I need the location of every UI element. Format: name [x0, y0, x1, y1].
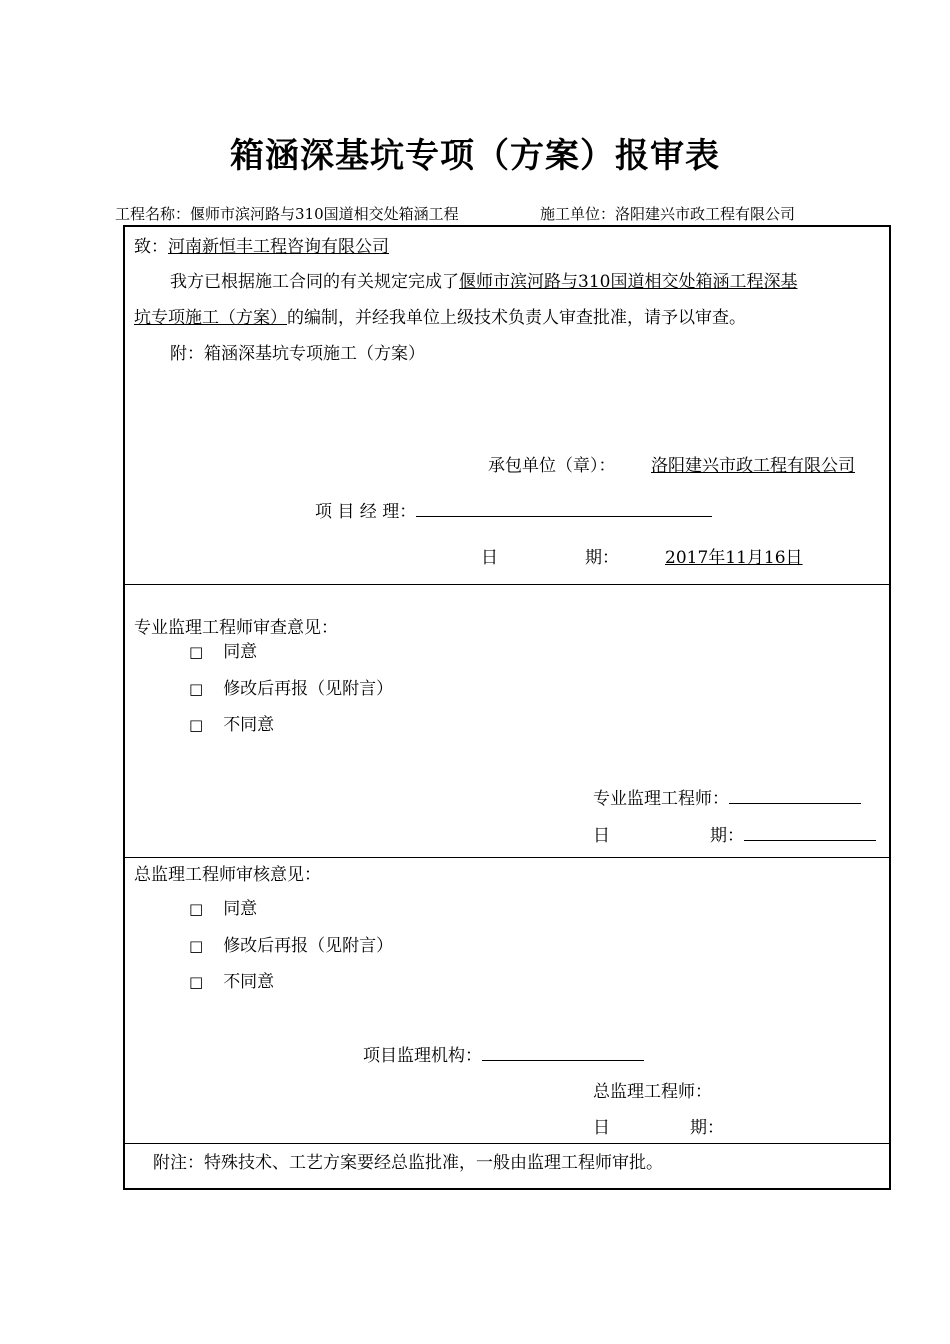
checkbox-icon[interactable]: □ [189, 680, 204, 698]
addressee-name: 河南新恒丰工程咨询有限公司 [168, 237, 389, 257]
date-line [585, 543, 803, 568]
checkbox-icon[interactable]: □ [189, 973, 204, 991]
s3-date-label-b: 期： [690, 1118, 724, 1138]
option-label: 同意 [223, 899, 258, 919]
chief-option-revise[interactable] [189, 931, 393, 956]
checkbox-icon[interactable]: □ [189, 937, 204, 955]
contractor-label: 施工单位： [540, 205, 616, 223]
to-label: 致： [134, 237, 168, 257]
checkbox-icon[interactable]: □ [189, 716, 204, 734]
attachment-line: 附：箱涵深基坑专项施工（方案） [170, 344, 425, 364]
s2-date-field[interactable] [744, 823, 876, 841]
engineer-sign-line [593, 784, 861, 809]
engineer-label: 专业监理工程师： [593, 789, 729, 809]
engineer-signature-field[interactable] [729, 786, 861, 804]
supervisor-review-heading: 专业监理工程师审查意见： [134, 618, 338, 638]
project-name-line [115, 203, 459, 224]
footnote: 附注：特殊技术、工艺方案要经总监批准，一般由监理工程师审批。 [153, 1153, 663, 1173]
date-label-b: 期： [585, 548, 619, 568]
org-signature-field[interactable] [482, 1043, 644, 1061]
org-label: 项目监理机构： [363, 1046, 482, 1066]
contractor-line [540, 203, 795, 224]
date-value: 2017年11月16日 [665, 548, 803, 568]
section-divider-1 [125, 584, 889, 585]
option-label: 不同意 [223, 715, 275, 735]
unit-label: 承包单位（章）： [488, 456, 616, 476]
checkbox-icon[interactable]: □ [189, 643, 204, 661]
contractor-name: 洛阳建兴市政工程有限公司 [615, 205, 796, 223]
body-post: 的编制，并经我单位上级技术负责人审查批准，请予以审查。 [287, 308, 746, 328]
form-table [123, 225, 891, 1190]
chief-engineer-label: 总监理工程师： [593, 1082, 712, 1102]
org-sign-line [363, 1041, 644, 1066]
s2-date-label-a: 日 [593, 826, 610, 846]
option-label: 不同意 [223, 972, 275, 992]
option-label: 修改后再报（见附言） [223, 936, 394, 956]
body-underline-2: 坑专项施工（方案） [134, 308, 287, 328]
option-label: 同意 [223, 642, 258, 662]
pm-label: 项 目 经 理： [315, 502, 417, 522]
pm-line [315, 497, 712, 522]
chief-option-disagree[interactable] [189, 967, 274, 992]
section-divider-3 [125, 1143, 889, 1144]
s2-date-line [710, 821, 876, 846]
project-name: 偃师市滨河路与310国道相交处箱涵工程 [190, 205, 459, 223]
s2-date-label-b: 期： [710, 826, 744, 846]
chief-review-heading: 总监理工程师审核意见： [134, 865, 321, 885]
chief-option-agree[interactable] [189, 894, 257, 919]
option-label: 修改后再报（见附言） [223, 679, 394, 699]
page-title: 箱涵深基坑专项（方案）报审表 [230, 136, 720, 176]
s3-date-label-a: 日 [593, 1118, 610, 1138]
section-divider-2 [125, 857, 889, 858]
date-label-a: 日 [481, 548, 498, 568]
project-label: 工程名称： [115, 205, 191, 223]
body-pre: 我方已根据施工合同的有关规定完成了 [170, 272, 459, 292]
supervisor-option-agree[interactable] [189, 637, 257, 662]
supervisor-option-revise[interactable] [189, 674, 393, 699]
addressee-line [134, 232, 389, 257]
unit-name: 洛阳建兴市政工程有限公司 [651, 456, 855, 476]
body-line-1 [170, 267, 797, 292]
body-line-2 [134, 303, 746, 328]
supervisor-option-disagree[interactable] [189, 710, 274, 735]
pm-signature-field[interactable] [416, 499, 712, 517]
body-underline-1: 偃师市滨河路与310国道相交处箱涵工程深基 [459, 272, 798, 292]
checkbox-icon[interactable]: □ [189, 900, 204, 918]
